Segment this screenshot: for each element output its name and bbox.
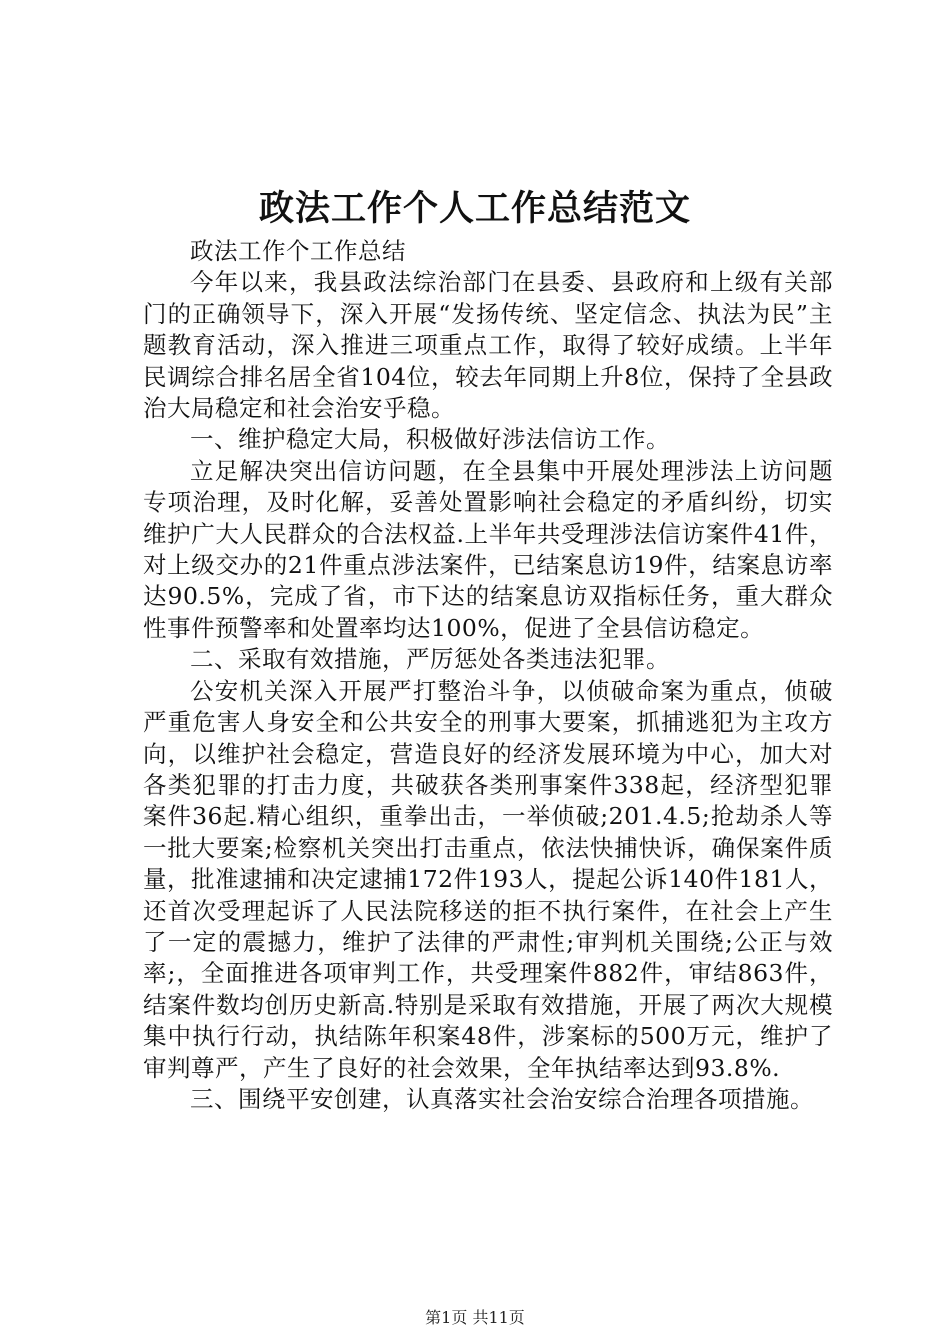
paragraph: 立足解决突出信访问题，在全县集中开展处理涉法上访问题专项治理，及时化解，妥善处置影响社会稳定的矛盾纠纷，切实维护广大人民群众的合法权益.上半年共受理涉法信访案件41件，对上级交办的21件重点涉法案件，已结案息访19件，结案息访率达90.5%，完成了省，市下达的结案息访双指标任务，重大群众性事件预警率和处置率均达100%，促进了全县信访稳定。	[143, 456, 833, 642]
paragraph: 今年以来，我县政法综治部门在县委、县政府和上级有关部门的正确领导下，深入开展“发扬传统、坚定信念、执法为民”主题教育活动，深入推进三项重点工作，取得了较好成绩。上半年民调综合排名居全省104位，较去年同期上升8位，保持了全县政治大局稳定和社会治安乎稳。	[143, 268, 833, 423]
paragraph: 政法工作个工作总结	[190, 237, 406, 265]
section-heading: 二、采取有效措施，严厉惩处各类违法犯罪。	[190, 645, 670, 674]
section-heading: 一、维护稳定大局，积极做好涉法信访工作。	[190, 425, 670, 454]
page-footer: 第1页 共11页	[425, 1308, 525, 1327]
document-body	[143, 236, 833, 1115]
paragraph: 公安机关深入开展严打整治斗争，以侦破命案为重点，侦破严重危害人身安全和公共安全的刑事大要案，抓捕逃犯为主攻方向，以维护社会稳定，营造良好的经济发展环境为中心，加大对各类犯罪的打击力度，共破获各类刑事案件338起，经济型犯罪案件36起.精心组织，重拳出击，一举侦破;201.4.5;抢劫杀人等一批大要案;检察机关突出打击重点，依法快捕快诉，确保案件质量，批准逮捕和决定逮捕172件193人，提起公诉140件181人，还首次受理起诉了人民法院移送的拒不执行案件，在社会上产生了一定的震撼力，维护了法律的严肃性;审判机关围绕;公正与效率;，全面推进各项审判工作，共受理案件882件，审结863件，结案件数均创历史新高.特别是采取有效措施，开展了两次大规模集中执行行动，执结陈年积案48件，涉案标的500万元，维护了审判尊严，产生了良好的社会效果，全年执结率达到93.8%.	[143, 676, 833, 1082]
section-heading: 三、围绕平安创建，认真落实社会治安综合治理各项措施。	[190, 1084, 814, 1113]
document-title: 政法工作个人工作总结范文	[258, 188, 691, 229]
